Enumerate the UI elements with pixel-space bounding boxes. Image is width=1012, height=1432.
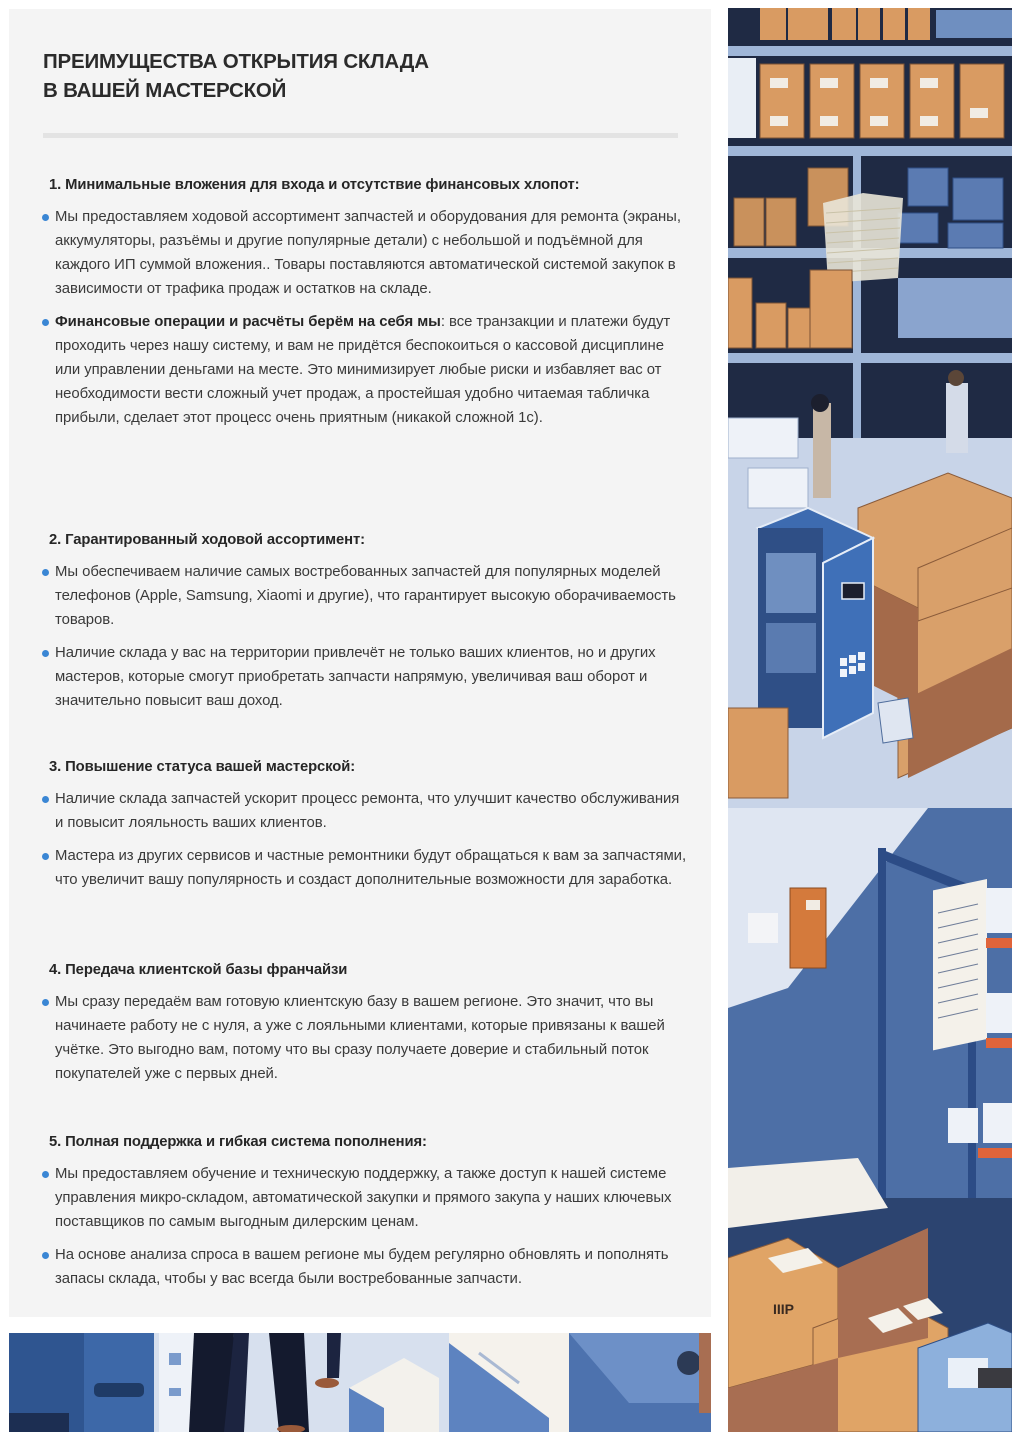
page-title-line-2: В ВАШЕЙ МАСТЕРСКОЙ (43, 79, 287, 102)
bullet-text: Мы предоставляем обучение и техническую поддержку, а также доступ к нашей системе управления микро-складом, автоматической закупки и прямого закупа у наших ключевых поставщиков по самым выгодным дилерским ценам. (55, 1166, 672, 1230)
bullet-bold-text: Финансовые операции и расчёты берём на себя мы (55, 314, 441, 330)
content-panel (9, 9, 711, 1317)
list-item (39, 560, 689, 632)
bullet-icon (42, 999, 49, 1006)
bullet-icon (42, 650, 49, 657)
list-item (39, 844, 689, 892)
bullet-text: Мы обеспечиваем наличие самых востребованных запчастей для популярных моделей телефонов (Apple, Samsung, Xiaomi и другие), что гарантирует высокую оборачиваемость товаров. (55, 564, 676, 628)
bullet-text: Наличие склада у вас на территории привлечёт не только ваших клиентов, но и других мастеров, которые смогут приобретать запчасти напрямую, увеличивая ваш оборот и значительно повысит ваш доход. (55, 645, 656, 709)
bullet-icon (42, 1171, 49, 1178)
section-3 (39, 756, 689, 901)
list-item (39, 205, 689, 301)
warehouse-illustration (728, 8, 1012, 1432)
bullet-icon (42, 853, 49, 860)
title-divider (43, 133, 678, 138)
bullet-text: Наличие склада запчастей ускорит процесс ремонта, что улучшит качество обслуживания и повысит лояльность ваших клиентов. (55, 791, 680, 831)
page-title (43, 47, 429, 105)
bottom-illustration-graphic (9, 1333, 711, 1432)
warehouse-illustration-graphic (728, 8, 1012, 1432)
section-heading: 4. Передача клиентской базы франчайзи (49, 962, 348, 978)
bullet-icon (42, 1252, 49, 1259)
section-heading: 2. Гарантированный ходовой ассортимент: (49, 532, 365, 548)
section-heading: 1. Минимальные вложения для входа и отсутствие финансовых хлопот: (49, 177, 580, 193)
bottom-illustration (9, 1333, 711, 1432)
bullet-text: Мастера из других сервисов и частные ремонтники будут обращаться к вам за запчастями, что увеличит вашу популярность и создаст дополнительные возможности для заработка. (55, 848, 687, 888)
list-item (39, 990, 689, 1086)
bullet-icon (42, 214, 49, 221)
section-4 (39, 959, 689, 1095)
bullet-text: Мы сразу передаём вам готовую клиентскую базу в вашем регионе. Это значит, что вы начинаете работу не с нуля, а уже с лояльными клиентами, которые привязаны к вашей учётке. Это выгодно вам, потому что вы сразу получаете доверие и стабильный поток покупателей уже с первых дней. (55, 994, 665, 1082)
box-label: IIIP (773, 1301, 795, 1317)
section-heading: 3. Повышение статуса вашей мастерской: (49, 759, 356, 775)
list-item (39, 310, 689, 430)
bullet-text: : все транзакции и платежи будут проходить через нашу систему, и вам не придётся беспокоиться о кассовой дисциплине или управлении деньгами на месте. Это минимизирует любые риски и избавляет вас от необходимости вести сложный учет продаж, а простейшая удобно читаемая табличка прибыли, сделает этот процесс очень приятным (никакой сложной 1с). (55, 314, 671, 426)
section-1 (39, 174, 689, 439)
bullet-icon (42, 319, 49, 326)
list-item (39, 787, 689, 835)
bullet-icon (42, 796, 49, 803)
section-2 (39, 529, 689, 722)
section-heading: 5. Полная поддержка и гибкая система пополнения: (49, 1134, 427, 1150)
list-item (39, 641, 689, 713)
bullet-text: Мы предоставляем ходовой ассортимент запчастей и оборудования для ремонта (экраны, аккумуляторы, разъёмы и другие популярные детали) с небольшой и подъёмной для каждого ИП суммой вложения.. Товары поставляются автоматической системой закупок в зависимости от трафика продаж и остатков на складе. (55, 209, 681, 297)
list-item (39, 1243, 689, 1291)
section-5 (39, 1131, 689, 1300)
list-item (39, 1162, 689, 1234)
page-title-line-1: ПРЕИМУЩЕСТВА ОТКРЫТИЯ СКЛАДА (43, 50, 429, 73)
bullet-icon (42, 569, 49, 576)
bullet-text: На основе анализа спроса в вашем регионе мы будем регулярно обновлять и пополнять запасы склада, чтобы у вас всегда были востребованные запчасти. (55, 1247, 669, 1287)
